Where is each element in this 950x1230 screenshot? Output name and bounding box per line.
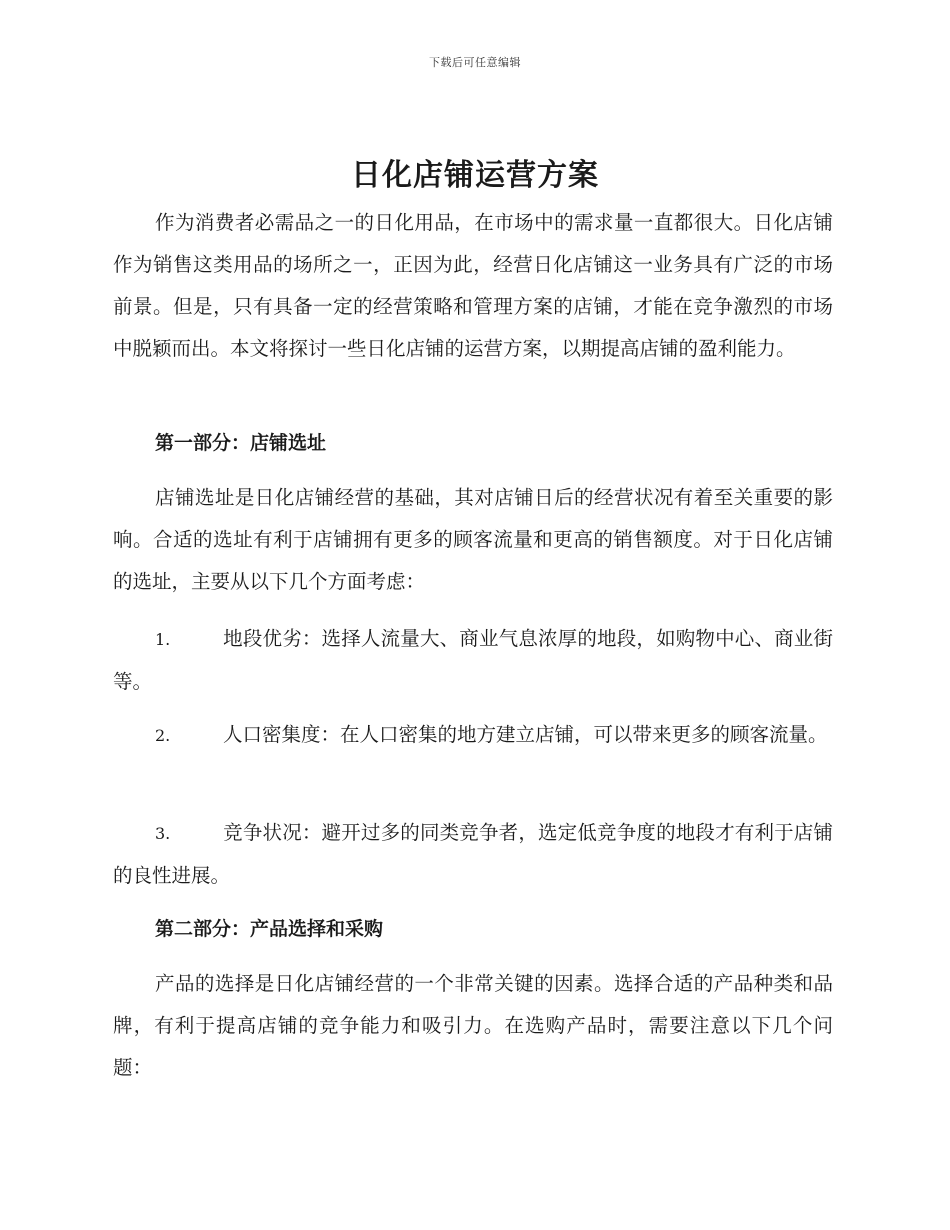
document-title: 日化店铺运营方案: [351, 158, 599, 193]
list-item: [113, 812, 833, 897]
section-paragraph: 产品的选择是日化店铺经营的一个非常关键的因素。选择合适的产品种类和品牌，有利于提高店铺的竞争能力和吸引力。在选购产品时，需要注意以下几个问题：: [113, 972, 833, 1079]
list-item: [113, 714, 833, 757]
list-item: [113, 618, 833, 703]
intro-paragraph: 作为消费者必需品之一的日化用品，在市场中的需求量一直都很大。日化店铺作为销售这类用品的场所之一，正因为此，经营日化店铺这一业务具有广泛的市场前景。但是，只有具备一定的经营策略和管理方案的店铺，才能在竞争激烈的市场中脱颖而出。本文将探讨一些日化店铺的运营方案，以期提高店铺的盈利能力。: [113, 211, 833, 360]
section-2-body: [113, 963, 833, 1089]
section-1: [113, 422, 833, 464]
document-body: [113, 202, 833, 370]
section-heading: 第一部分：店铺选址: [155, 432, 327, 454]
list-text: 人口密集度：在人口密集的地方建立店铺，可以带来更多的顾客流量。: [223, 723, 828, 746]
section-2: [113, 908, 833, 950]
list-text: 竞争状况：避开过多的同类竞争者，选定低竞争度的地段才有利于店铺的良性进展。: [113, 821, 833, 887]
list-number: 3.: [155, 824, 171, 843]
header-note: 下载后可任意编辑: [429, 56, 521, 69]
list-text: 地段优劣：选择人流量大、商业气息浓厚的地段，如购物中心、商业街等。: [113, 627, 833, 693]
section-1-body: [113, 477, 833, 603]
list-number: 2.: [155, 726, 171, 745]
list-number: 1.: [155, 630, 171, 649]
section-heading: 第二部分：产品选择和采购: [155, 918, 384, 940]
section-paragraph: 店铺选址是日化店铺经营的基础，其对店铺日后的经营状况有着至关重要的影响。合适的选址有利于店铺拥有更多的顾客流量和更高的销售额度。对于日化店铺的选址，主要从以下几个方面考虑：: [113, 486, 833, 593]
